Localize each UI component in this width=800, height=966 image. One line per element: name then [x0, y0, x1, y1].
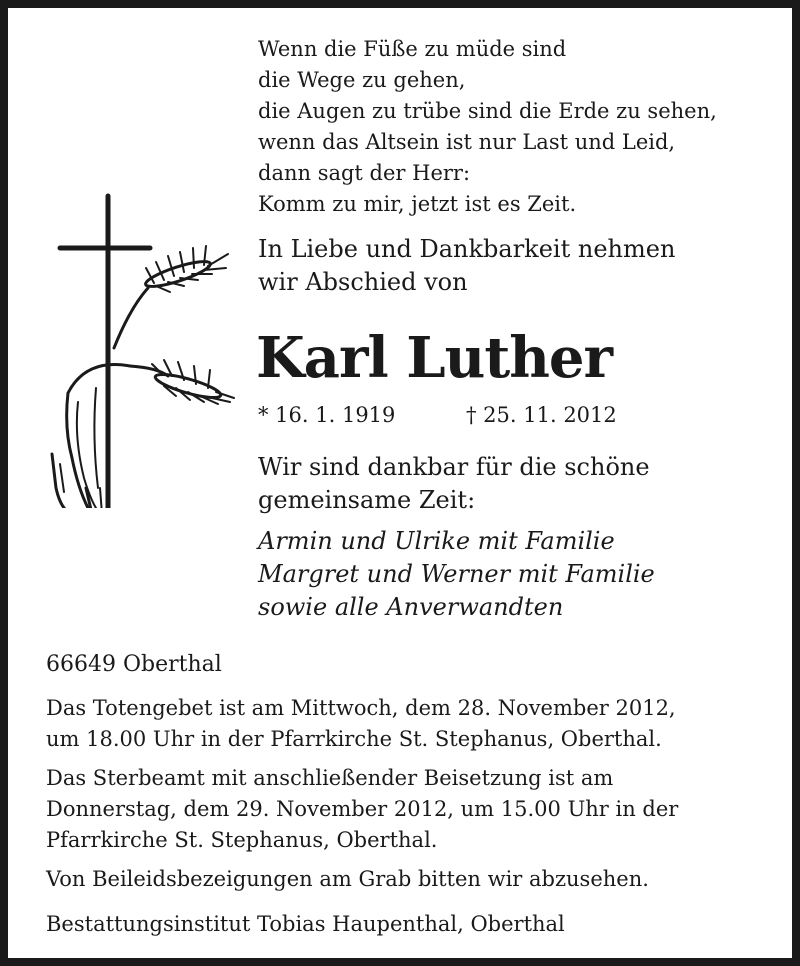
poem-line: wenn das Altsein ist nur Last und Leid, [258, 130, 676, 154]
mourners-list [258, 525, 655, 624]
cross-with-wheat-icon [38, 188, 238, 508]
requiem-line: Pfarrkirche St. Stephanus, Oberthal. [46, 828, 438, 852]
poem-line: dann sagt der Herr: [258, 161, 471, 185]
requiem-line: Das Sterbeamt mit anschließender Beisetzung ist am [46, 766, 614, 790]
intro-line: wir Abschied von [258, 268, 468, 296]
undertaker-credit: Bestattungsinstitut Tobias Haupenthal, Oberthal [46, 912, 565, 936]
requiem-line: Donnerstag, dem 29. November 2012, um 15.00 Uhr in der [46, 797, 679, 821]
intro-line: In Liebe und Dankbarkeit nehmen [258, 235, 676, 263]
deceased-name: Karl Luther [256, 325, 613, 391]
death-date: † 25. 11. 2012 [466, 403, 617, 427]
poem-line: Wenn die Füße zu müde sind [258, 37, 567, 61]
requiem-notice [46, 763, 678, 856]
mourner-line: Margret und Werner mit Familie [258, 560, 655, 588]
birth-date: * 16. 1. 1919 [258, 403, 396, 427]
prayer-notice [46, 693, 676, 755]
gratitude-text [258, 451, 650, 517]
poem-line: die Augen zu trübe sind die Erde zu sehen, [258, 99, 717, 123]
poem-line: Komm zu mir, jetzt ist es Zeit. [258, 192, 577, 216]
thanks-line: gemeinsame Zeit: [258, 486, 476, 514]
mourner-line: sowie alle Anverwandten [258, 593, 564, 621]
poem-line: die Wege zu gehen, [258, 68, 466, 92]
life-dates [258, 400, 617, 430]
prayer-line: Das Totengebet ist am Mittwoch, dem 28. November 2012, [46, 696, 676, 720]
condolence-notice: Von Beileidsbezeigungen am Grab bitten wir abzusehen. [46, 867, 649, 891]
memorial-poem [258, 34, 717, 220]
mourner-line: Armin und Ulrike mit Familie [258, 527, 615, 555]
farewell-intro [258, 233, 675, 299]
thanks-line: Wir sind dankbar für die schöne [258, 453, 650, 481]
prayer-line: um 18.00 Uhr in der Pfarrkirche St. Stephanus, Oberthal. [46, 727, 662, 751]
location: 66649 Oberthal [46, 652, 222, 677]
